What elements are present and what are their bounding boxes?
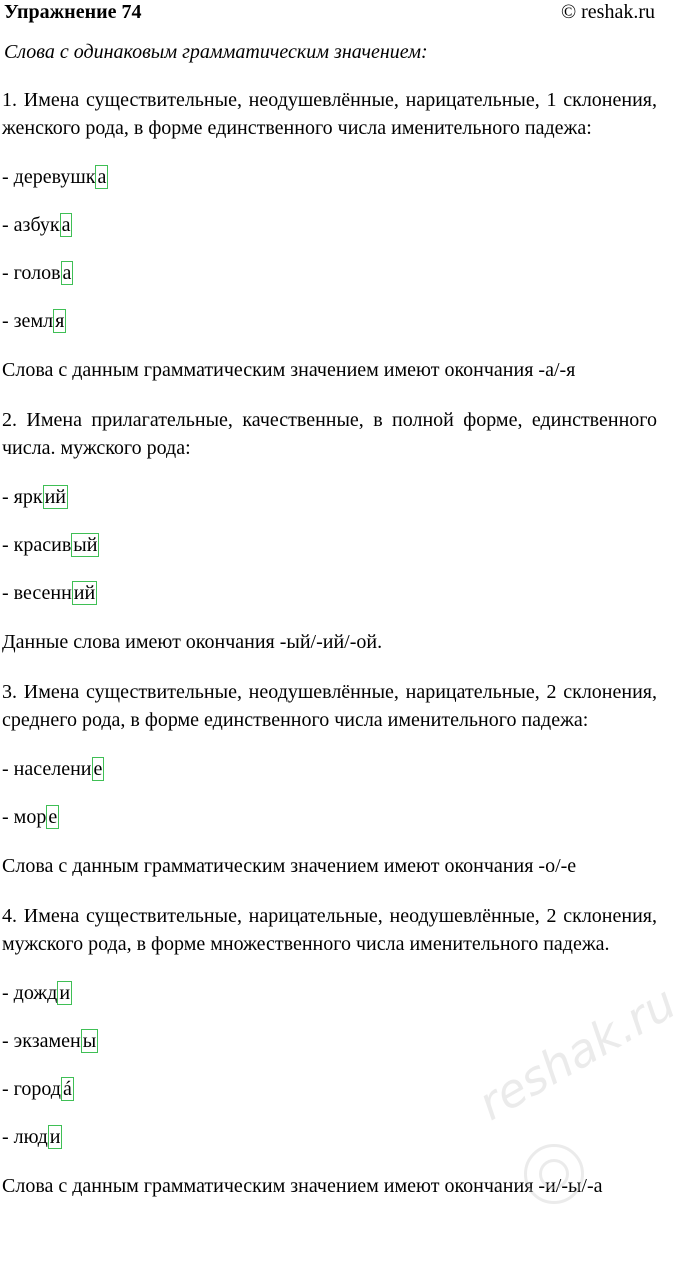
word-ending: и <box>59 982 71 1004</box>
word-stem: - дожд <box>2 982 58 1004</box>
word-stem: - ярк <box>2 486 43 508</box>
section-2 <box>2 406 657 656</box>
word-stem: - земл <box>2 310 54 332</box>
word-item <box>2 1124 657 1150</box>
word-ending: ы <box>82 1030 97 1052</box>
word-stem: - экзамен <box>2 1030 81 1052</box>
word-item <box>2 260 657 286</box>
word-stem: - голов <box>2 262 61 284</box>
word-ending: á <box>62 1078 72 1100</box>
word-stem: - населени <box>2 758 92 780</box>
word-stem: - мор <box>2 806 47 828</box>
word-ending: ий <box>73 582 96 604</box>
subtitle: Слова с одинаковым грамматическим значением: <box>4 41 428 63</box>
word-item <box>2 1028 657 1054</box>
word-stem: - город <box>2 1078 61 1100</box>
section-summary: Слова с данным грамматическим значением имеют окончания -а/-я <box>2 359 576 381</box>
section-1 <box>2 86 657 384</box>
header <box>2 0 657 28</box>
word-stem: - весенн <box>2 582 72 604</box>
word-item <box>2 164 657 190</box>
word-ending: ый <box>73 534 98 556</box>
section-description: 1. Имена существительные, неодушевлённые, нарицательные, 1 склонения, женского рода, в форме единственного числа именительного падежа: <box>2 89 657 139</box>
section-summary: Слова с данным грамматическим значением имеют окончания -и/-ы/-а <box>2 1175 603 1197</box>
section-description: 2. Имена прилагательные, качественные, в полной форме, единственного числа. мужского рода: <box>2 409 657 459</box>
word-item <box>2 1076 657 1102</box>
word-ending: е <box>48 806 58 828</box>
word-stem: - красив <box>2 534 72 556</box>
word-item <box>2 212 657 238</box>
word-item <box>2 308 657 334</box>
word-stem: - азбук <box>2 214 60 236</box>
word-item <box>2 756 657 782</box>
word-item <box>2 804 657 830</box>
word-item <box>2 484 657 510</box>
word-stem: - деревушк <box>2 166 96 188</box>
word-stem: - люд <box>2 1126 48 1148</box>
site-credit: © reshak.ru <box>560 1 655 23</box>
word-item <box>2 580 657 606</box>
section-description: 3. Имена существительные, неодушевлённые, нарицательные, 2 склонения, среднего рода, в форме единственного числа именительного падежа: <box>2 681 657 731</box>
word-ending: ий <box>44 486 66 508</box>
watermark-text: reshak.ru <box>469 975 685 1131</box>
section-3 <box>2 678 657 880</box>
section-4 <box>2 902 657 1200</box>
section-summary: Слова с данным грамматическим значением имеют окончания -о/-е <box>2 855 577 877</box>
word-item <box>2 980 657 1006</box>
section-summary: Данные слова имеют окончания -ый/-ий/-ой. <box>2 631 383 653</box>
word-ending: а <box>62 262 72 284</box>
page-title: Упражнение 74 <box>4 1 142 23</box>
word-ending: я <box>55 310 65 332</box>
section-description: 4. Имена существительные, нарицательные, неодушевлённые, 2 склонения, мужского рода, в форме множественного числа именительного падежа. <box>2 905 657 955</box>
word-item <box>2 532 657 558</box>
word-ending: а <box>61 214 71 236</box>
word-ending: и <box>49 1126 61 1148</box>
word-ending: а <box>97 166 107 188</box>
word-ending: е <box>93 758 103 780</box>
